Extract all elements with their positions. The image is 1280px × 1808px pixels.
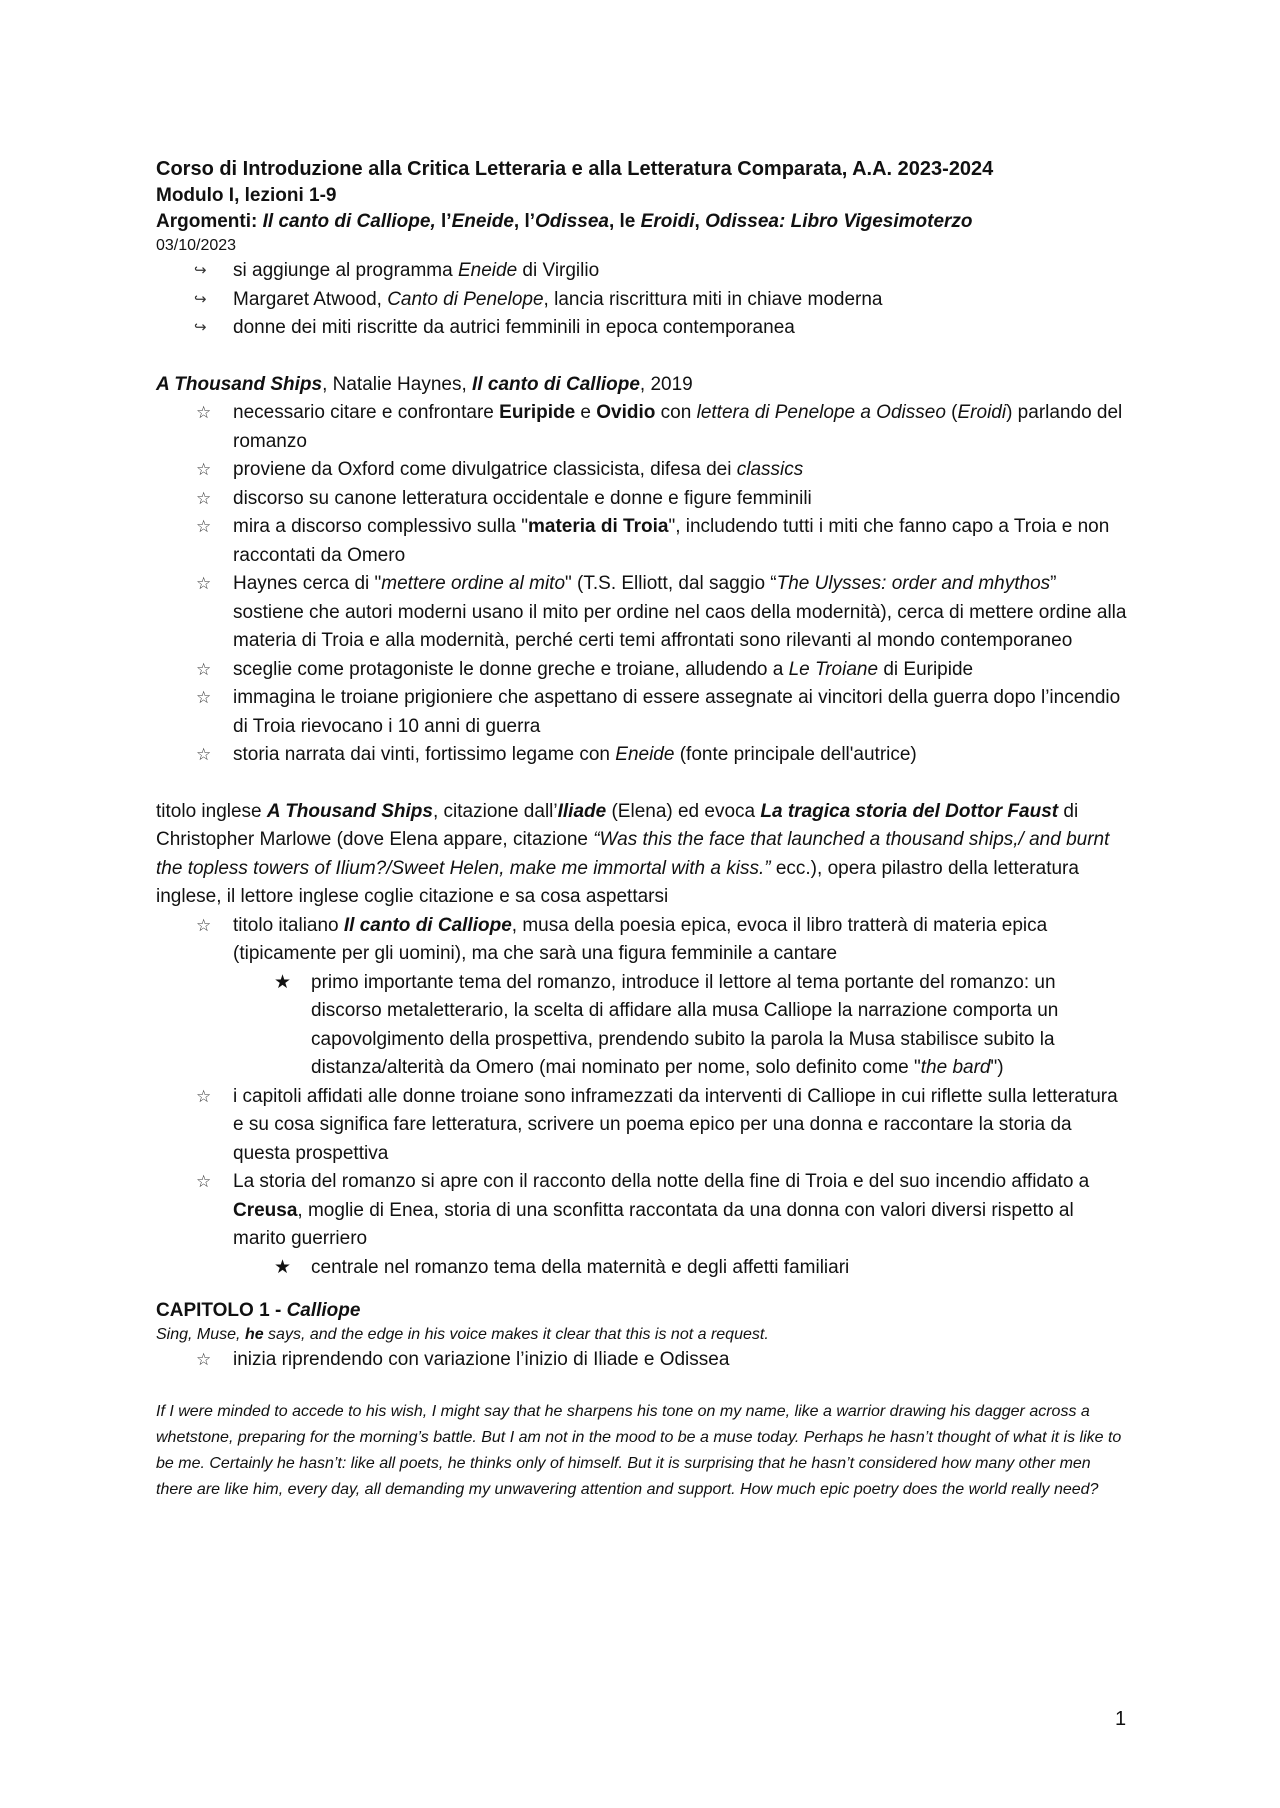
lesson-date: 03/10/2023 xyxy=(156,237,237,254)
list-item: ☆ sceglie come protagoniste le donne greche e troiane, alludendo a Le Troiane di Euripide xyxy=(156,656,1131,685)
title-paragraph: titolo inglese A Thousand Ships, citazione dall’Iliade (Elena) ed evoca La tragica storia del Dottor Faust di Christopher Marlowe (dove Elena appare, citazione “Was this the face that launched a thousand ships,/ and burnt the topless towers of Ilium?/Sweet Helen, make me immortal with a kiss.” ecc.), opera pilastro della letteratura inglese, il lettore inglese coglie citazione e sa cosa aspettarsi xyxy=(156,800,1110,907)
list-item: ☆ i capitoli affidati alle donne troiane sono inframezzati da interventi di Calliope in cui riflette sulla letteratura e su cosa significa fare letteratura, scrivere un poema epico per una donna e raccontare la storia da questa prospettiva xyxy=(156,1083,1131,1169)
maternity-subnotes-list xyxy=(156,1254,1131,1283)
list-item: ☆ immagina le troiane prigioniere che aspettano di essere assegnate ai vincitori della guerra dopo l’incendio di Troia rievocano i 10 anni di guerra xyxy=(156,684,1131,741)
document-title: Corso di Introduzione alla Critica Letteraria e alla Letteratura Comparata, A.A. 2023-2024 xyxy=(156,158,994,180)
star-outline-icon: ☆ xyxy=(196,1086,212,1106)
list-item: ☆ discorso su canone letteratura occidentale e donne e figure femminili xyxy=(156,485,1131,514)
book-heading: A Thousand Ships, Natalie Haynes, Il canto di Calliope, 2019 xyxy=(156,373,693,395)
opening-notes-list xyxy=(156,1346,1131,1375)
chapter-notes-list xyxy=(156,1083,1131,1254)
topics-line: Argomenti: Il canto di Calliope, l’Eneide, l’Odissea, le Eroidi, Odissea: Libro Vigesimoterzo xyxy=(156,211,973,232)
list-item: ☆ necessario citare e confrontare Euripide e Ovidio con lettera di Penelope a Odisseo (Eroidi) parlando del romanzo xyxy=(156,399,1131,456)
star-outline-icon: ☆ xyxy=(196,460,212,479)
star-outline-icon: ☆ xyxy=(196,1172,212,1191)
arrow-icon: ↪ xyxy=(194,319,207,336)
star-outline-icon: ☆ xyxy=(196,574,212,593)
list-item: ↪ si aggiunge al programma Eneide di Virgilio xyxy=(156,257,1131,286)
list-item: ☆ Haynes cerca di "mettere ordine al mito" (T.S. Elliott, dal saggio “The Ulysses: order and mhythos” sostiene che autori moderni usano il mito per ordine nel caos della modernità), cerca di mettere ordine alla materia di Troia e alla modernità, perché certi temi affrontati sono rilevanti al mondo contemporaneo xyxy=(156,570,1131,656)
chapter-heading: CAPITOLO 1 - Calliope xyxy=(156,1300,361,1321)
page-number: 1 xyxy=(1115,1708,1127,1730)
list-item: ☆ La storia del romanzo si apre con il racconto della notte della fine di Troia e del suo incendio affidato a Creusa, moglie di Enea, storia di una sconfitta raccontata da una donna con valori diversi rispetto al marito guerriero xyxy=(156,1168,1131,1254)
list-item: ☆ titolo italiano Il canto di Calliope, musa della poesia epica, evoca il libro tratterà di materia epica (tipicamente per gli uomini), ma che sarà una figura femminile a cantare xyxy=(156,912,1131,969)
list-item: ☆ mira a discorso complessivo sulla "materia di Troia", includendo tutti i miti che fanno capo a Troia e non raccontati da Omero xyxy=(156,513,1131,570)
star-filled-icon: ★ xyxy=(274,971,292,993)
list-item: ☆ proviene da Oxford come divulgatrice classicista, difesa dei classics xyxy=(156,456,1131,485)
list-item: ★ primo importante tema del romanzo, introduce il lettore al tema portante del romanzo: un discorso metaletterario, la scelta di affidare alla musa Calliope la narrazione comporta un capovolgimento della prospettiva, prendendo subito la parola la Musa stabilisce subito la distanza/alterità da Omero (mai nominato per nome, solo definito come "the bard") xyxy=(156,969,1131,1083)
title-subnotes-list xyxy=(156,969,1131,1083)
document-page xyxy=(156,156,1131,1503)
opening-quote: Sing, Muse, he says, and the edge in his voice makes it clear that this is not a request. xyxy=(156,1326,769,1343)
list-item: ☆ inizia riprendendo con variazione l’inizio di Iliade e Odissea xyxy=(156,1346,1131,1375)
list-item: ↪ Margaret Atwood, Canto di Penelope, lancia riscrittura miti in chiave moderna xyxy=(156,286,1131,315)
module-line: Modulo I, lezioni 1-9 xyxy=(156,185,337,206)
arrow-icon: ↪ xyxy=(194,262,207,279)
list-item: ☆ storia narrata dai vinti, fortissimo legame con Eneide (fonte principale dell'autrice) xyxy=(156,741,1131,770)
star-outline-icon: ☆ xyxy=(196,517,212,536)
star-outline-icon: ☆ xyxy=(196,403,212,422)
star-filled-icon: ★ xyxy=(274,1256,292,1278)
star-outline-icon: ☆ xyxy=(196,915,212,935)
star-outline-icon: ☆ xyxy=(196,659,212,679)
title-notes-list xyxy=(156,912,1131,969)
book-notes-list xyxy=(156,399,1131,770)
star-outline-icon: ☆ xyxy=(196,688,212,707)
star-outline-icon: ☆ xyxy=(196,745,212,764)
arrow-icon: ↪ xyxy=(194,290,207,308)
intro-list xyxy=(156,257,1131,343)
long-quote: If I were minded to accede to his wish, I might say that he sharpens his tone on my name, like a warrior drawing his dagger across a whetstone, preparing for the morning’s battle. But I am not in the mood to be a muse today. Perhaps he hasn’t thought of what it is like to be me. Certainly he hasn’t: like all poets, he thinks only of himself. But it is surprising that he hasn’t considered how many other men there are like him, every day, all demanding my unwavering attention and support. How much epic poetry does the world really need? xyxy=(156,1402,1122,1498)
star-outline-icon: ☆ xyxy=(196,1350,212,1369)
list-item: ↪ donne dei miti riscritte da autrici femminili in epoca contemporanea xyxy=(156,314,1131,343)
list-item: ★ centrale nel romanzo tema della maternità e degli affetti familiari xyxy=(156,1254,1131,1283)
star-outline-icon: ☆ xyxy=(196,488,212,508)
